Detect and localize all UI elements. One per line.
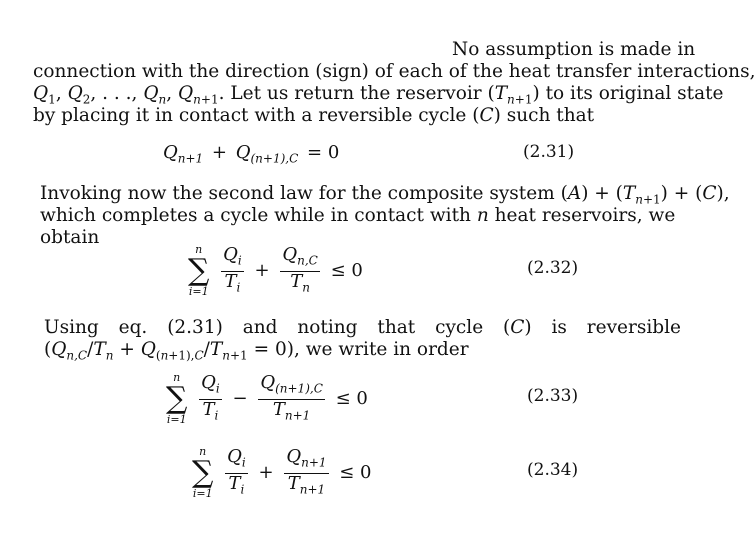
- equation-2-32: n ∑ i=1 $\frac{Q_i}{T_i}$ + $\frac{Q_{n,C}}{T_n}$ ≤ 0: [188, 243, 363, 298]
- text-line-9: $(Q_{n,C}/T_n + Q_{(n+1),C}/T_{n+1} = 0)$, we write in order: [44, 339, 469, 363]
- equation-number-2-34: (2.34): [527, 460, 579, 480]
- text-line-7: obtain: [40, 227, 100, 248]
- equation-2-31: $Q_{n+1} + Q_{(n+1),C} = 0$: [163, 142, 340, 166]
- equation-number-2-33: (2.33): [527, 386, 579, 406]
- summation-symbol: n ∑ i=1: [192, 445, 214, 500]
- text-line-8: Using eq. (2.31) and noting that cycle (C) is reversible: [44, 317, 681, 338]
- text-line-3: $Q_1$, $Q_2$, . . ., $Q_n$, $Q_{n+1}$. Let us return the reservoir $(T_{n+1})$ to its original state: [33, 83, 724, 107]
- summation-symbol: n ∑ i=1: [188, 243, 210, 298]
- text-line-5: Invoking now the second law for the composite system $(A) + (T_{n+1}) + (C)$,: [40, 183, 730, 207]
- text-line-1: No assumption is made in: [452, 39, 696, 60]
- text-line-4: by placing it in contact with a reversible cycle (C) such that: [33, 105, 595, 126]
- equation-2-34: n ∑ i=1 $\frac{Q_i}{T_i}$ + $\frac{Q_{n+1}}{T_{n+1}}$ ≤ 0: [192, 445, 372, 500]
- summation-symbol: n ∑ i=1: [166, 371, 188, 426]
- equation-number-2-32: (2.32): [527, 258, 579, 278]
- equation-2-33: n ∑ i=1 $\frac{Q_i}{T_i}$ − $\frac{Q_{(n+1),C}}{T_{n+1}}$ ≤ 0: [166, 371, 368, 426]
- text-line-6: which completes a cycle while in contact with n heat reservoirs, we: [40, 205, 676, 226]
- text-line-2: connection with the direction (sign) of each of the heat transfer interactions,: [33, 61, 755, 82]
- equation-number-2-31: (2.31): [523, 142, 575, 162]
